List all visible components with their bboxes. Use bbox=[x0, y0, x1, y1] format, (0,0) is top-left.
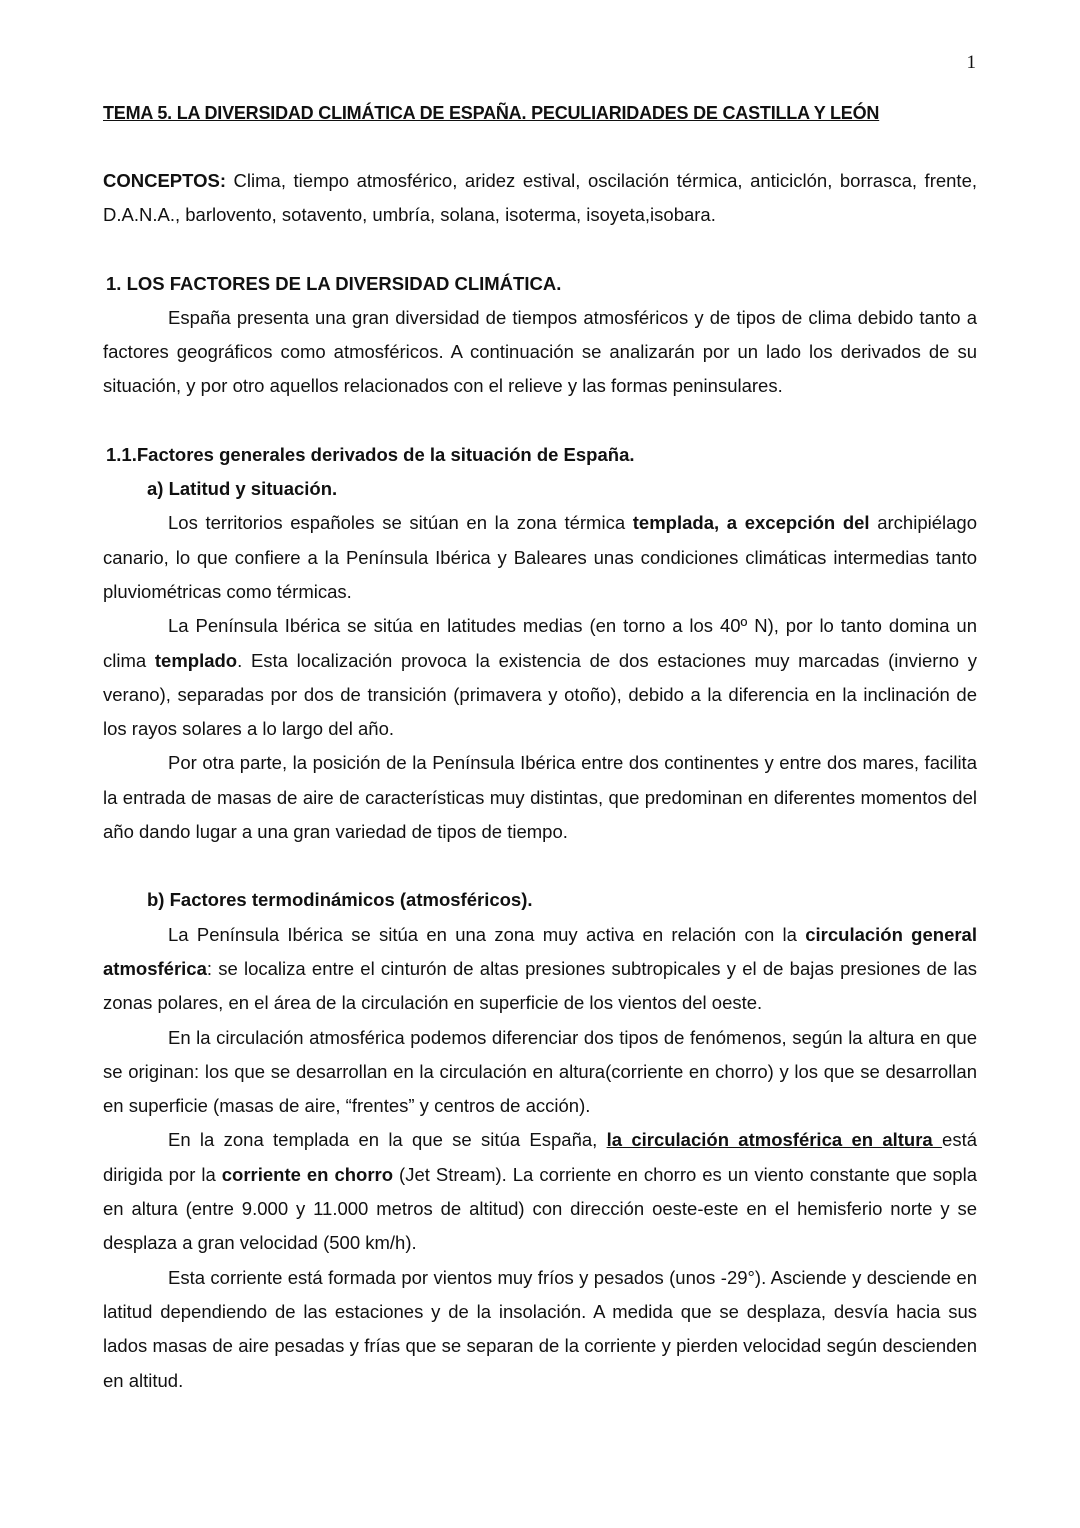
text-run: archipiélago canario, lo que confiere a la Península Ibérica y Baleares unas condiciones climáticas intermedias tanto pluviométricas como térmicas. bbox=[103, 512, 977, 602]
section-1-paragraph: España presenta una gran diversidad de tiempos atmosféricos y de tipos de clima debido tanto a factores geográficos como atmosféricos. A continuación se analizarán por un lado los derivados de su situación, y por otro aquellos relacionados con el relieve y las formas peninsulares. bbox=[103, 306, 977, 397]
text-run: está dirigida por la bbox=[103, 1129, 977, 1185]
bold-run: templado bbox=[154, 649, 238, 671]
text-run: La Península Ibérica se sitúa en latitudes medias (en torno a los 40º N), por lo tanto domina un clima bbox=[103, 615, 977, 671]
subsection-a-paragraph-3: Por otra parte, la posición de la Península Ibérica entre dos continentes y entre dos mares, facilita la entrada de masas de aire de características muy distintas, que predominan en diferentes momentos del año dando lugar a una gran variedad de tipos de tiempo. bbox=[103, 752, 977, 843]
subsection-b-paragraph-4: Esta corriente está formada por vientos muy fríos y pesados (unos -29°). Asciende y desciende en latitud dependiendo de las estaciones y de la insolación. A medida que se desplaza, desvía hacia sus lados masas de aire pesadas y frías que se separan de la corriente y pierden velocidad según descienden en altitud. bbox=[103, 1266, 977, 1391]
concepts-paragraph bbox=[103, 164, 977, 233]
bold-run: templada, a excepción del bbox=[632, 512, 870, 534]
bold-run: corriente en chorro bbox=[221, 1163, 394, 1185]
section-1-1-heading: 1.1.Factores generales derivados de la situación de España. bbox=[106, 443, 635, 465]
concepts-text: Clima, tiempo atmosférico, aridez estival, oscilación térmica, anticiclón, borrasca, frente, D.A.N.A., barlovento, sotavento, umbría, solana, isoterma, isoyeta,isobara. bbox=[103, 170, 977, 226]
subsection-a-paragraph-2 bbox=[103, 609, 977, 746]
text-run: Los territorios españoles se sitúan en la zona térmica bbox=[168, 512, 633, 534]
section-1-heading: 1. LOS FACTORES DE LA DIVERSIDAD CLIMÁTICA. bbox=[106, 272, 562, 294]
bold-underline-run: la circulación atmosférica en altura bbox=[606, 1129, 943, 1151]
subsection-b-paragraph-3 bbox=[103, 1123, 977, 1260]
text-run: En la zona templada en la que se sitúa España, bbox=[168, 1129, 607, 1151]
text-run: : se localiza entre el cinturón de altas presiones subtropicales y el de bajas presiones de las zonas polares, en el área de la circulación en superficie de los vientos del oeste. bbox=[103, 957, 977, 1014]
text-run: La Península Ibérica se sitúa en una zona muy activa en relación con la bbox=[168, 923, 806, 945]
document-title: TEMA 5. LA DIVERSIDAD CLIMÁTICA DE ESPAÑA. PECULIARIDADES DE CASTILLA Y LEÓN bbox=[103, 103, 880, 123]
concepts-label: CONCEPTOS: bbox=[103, 170, 227, 191]
text-run: (Jet Stream). La corriente en chorro es un viento constante que sopla en altura (entre 9.000 y 11.000 metros de altitud) con dirección oeste-este en el hemisferio norte y se desplaza a gran velocidad (500 km/h). bbox=[103, 1163, 977, 1254]
document-body bbox=[103, 96, 977, 1398]
text-run: . Esta localización provoca la existencia de dos estaciones muy marcadas (invierno y verano), separadas por dos de transición (primavera y otoño), debido a la diferencia en la inclinación de los rayos solares a lo largo del año. bbox=[103, 649, 977, 740]
subsection-b-paragraph-1 bbox=[103, 918, 977, 1021]
subsection-b-paragraph-2: En la circulación atmosférica podemos diferenciar dos tipos de fenómenos, según la altura en que se originan: los que se desarrollan en la circulación en altura(corriente en chorro) y los que se desarrollan en superficie (masas de aire, “frentes” y centros de acción). bbox=[103, 1026, 977, 1117]
bold-run: circulación general atmosférica bbox=[103, 923, 977, 979]
subsection-a-heading: a) Latitud y situación. bbox=[147, 478, 338, 500]
subsection-b-heading: b) Factores termodinámicos (atmosféricos). bbox=[147, 889, 533, 911]
page-number: 1 bbox=[966, 52, 976, 73]
subsection-a-paragraph-1 bbox=[103, 506, 977, 609]
